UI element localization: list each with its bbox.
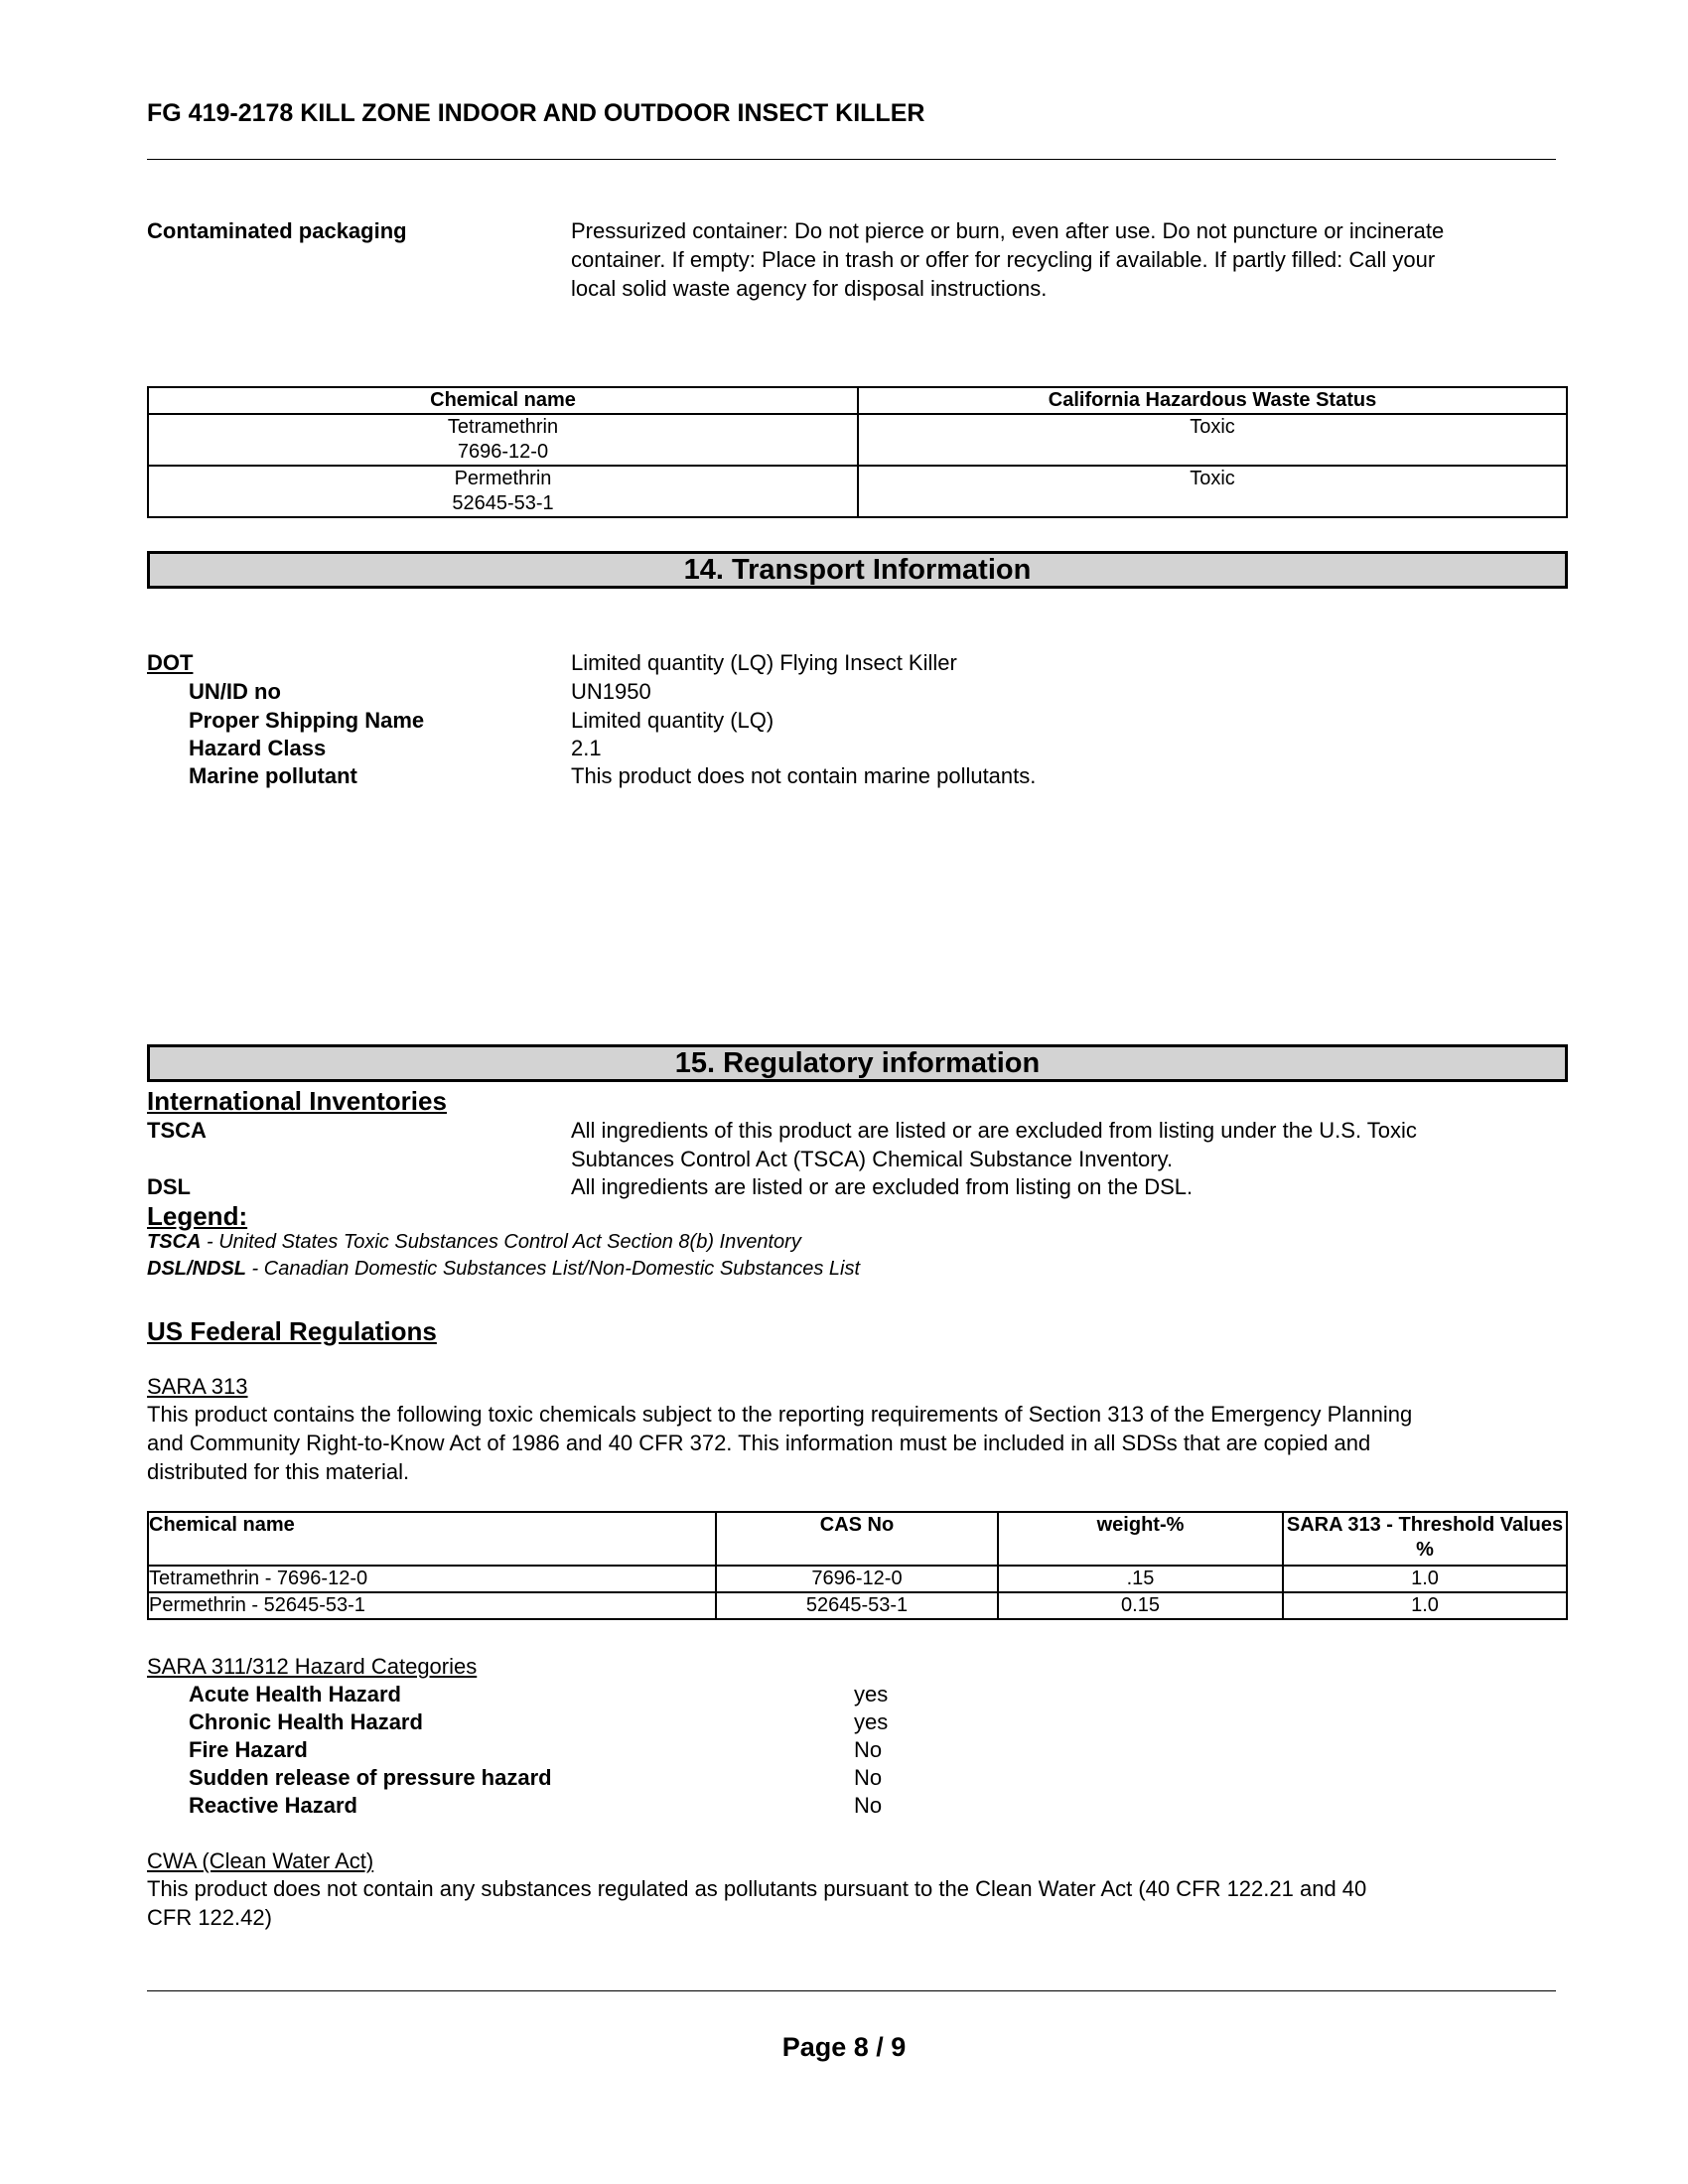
sara-313-heading: SARA 313 (147, 1374, 248, 1399)
hazard-label: Fire Hazard (189, 1737, 308, 1762)
table-cell: Permethrin - 52645-53-1 (148, 1592, 716, 1619)
header-rule (147, 159, 1556, 160)
legend-item: DSL/NDSL - Canadian Domestic Substances List/Non-Domestic Substances List (147, 1258, 861, 1280)
column-header: Chemical name (148, 1512, 716, 1566)
document-title: FG 419-2178 KILL ZONE INDOOR AND OUTDOOR INSECT KILLER (147, 99, 925, 127)
column-header: Chemical name (148, 387, 858, 414)
hazard-value: No (854, 1737, 883, 1762)
cwa-heading: CWA (Clean Water Act) (147, 1848, 374, 1873)
table-header-row (148, 1512, 1567, 1566)
table-cell: 0.15 (998, 1592, 1283, 1619)
sara-313-table (147, 1511, 1568, 1620)
column-header: SARA 313 - Threshold Values % (1283, 1512, 1567, 1566)
international-inventories-heading: International Inventories (147, 1086, 447, 1116)
contaminated-packaging-text: Pressurized container: Do not pierce or burn, even after use. Do not puncture or incinerate container. If empty: Place in trash or offer for recycling if available. If partly filled: Call your local solid waste agency for disposal instructions. (571, 218, 1445, 301)
table-row (148, 1592, 1567, 1619)
chemical-cell: Permethrin 52645-53-1 (148, 466, 858, 517)
section-14-heading: 14. Transport Information (147, 551, 1568, 589)
hazard-label: Acute Health Hazard (189, 1682, 401, 1706)
hazard-value: yes (854, 1682, 889, 1706)
hazard-label: Sudden release of pressure hazard (189, 1765, 552, 1790)
tsca-label: TSCA (147, 1118, 207, 1143)
legend-item: TSCA - United States Toxic Substances Control Act Section 8(b) Inventory (147, 1231, 801, 1253)
hazard-value: yes (854, 1709, 889, 1734)
table-cell: 1.0 (1283, 1592, 1567, 1619)
dot-value: Limited quantity (LQ) Flying Insect Killer (571, 650, 957, 675)
legend-heading: Legend: (147, 1201, 248, 1231)
california-waste-table (147, 386, 1568, 518)
dot-label: DOT (147, 650, 194, 675)
status-cell: Toxic (858, 414, 1567, 466)
us-federal-heading: US Federal Regulations (147, 1316, 437, 1346)
shipping-name-value: Limited quantity (LQ) (571, 708, 774, 733)
un-id-value: UN1950 (571, 679, 651, 704)
table-cell: .15 (998, 1566, 1283, 1592)
page-number: Page 8 / 9 (781, 2032, 907, 2062)
table-cell: 1.0 (1283, 1566, 1567, 1592)
un-id-label: UN/ID no (189, 679, 281, 704)
chemical-cell: Tetramethrin 7696-12-0 (148, 414, 858, 466)
contaminated-packaging-label: Contaminated packaging (147, 218, 407, 243)
tsca-text: All ingredients of this product are listed or are excluded from listing under the U.S. Toxic Subtances Control Act (TSCA) Chemical Substance Inventory. (571, 1118, 1417, 1171)
hazard-value: No (854, 1793, 883, 1818)
hazard-value: No (854, 1765, 883, 1790)
table-cell: 52645-53-1 (716, 1592, 998, 1619)
sara-313-text: This product contains the following toxic chemicals subject to the reporting requirements of Section 313 of the Emergency Planning and Community Right-to-Know Act of 1986 and 40 CFR 372. This information must be included in all SDSs that are copied and distributed for this material. (147, 1402, 1413, 1484)
shipping-name-label: Proper Shipping Name (189, 708, 425, 733)
section-15-heading: 15. Regulatory information (147, 1044, 1568, 1082)
column-header: California Hazardous Waste Status (858, 387, 1567, 414)
marine-pollutant-value: This product does not contain marine pollutants. (571, 763, 1037, 788)
marine-pollutant-label: Marine pollutant (189, 763, 357, 788)
table-row (148, 1566, 1567, 1592)
table-header-row (148, 387, 1567, 414)
table-cell: Tetramethrin - 7696-12-0 (148, 1566, 716, 1592)
hazard-class-label: Hazard Class (189, 736, 327, 760)
table-row (148, 466, 1567, 517)
sara-311-312-heading: SARA 311/312 Hazard Categories (147, 1654, 478, 1679)
column-header: weight-% (998, 1512, 1283, 1566)
dsl-label: DSL (147, 1174, 191, 1199)
cwa-text: This product does not contain any substances regulated as pollutants pursuant to the Clean Water Act (40 CFR 122.21 and 40 CFR 122.42) (147, 1876, 1367, 1930)
table-row (148, 414, 1567, 466)
table-cell: 7696-12-0 (716, 1566, 998, 1592)
hazard-label: Chronic Health Hazard (189, 1709, 423, 1734)
column-header: CAS No (716, 1512, 998, 1566)
hazard-label: Reactive Hazard (189, 1793, 357, 1818)
footer-rule (147, 1990, 1556, 1991)
status-cell: Toxic (858, 466, 1567, 517)
hazard-class-value: 2.1 (571, 736, 602, 760)
dsl-text: All ingredients are listed or are excluded from listing on the DSL. (571, 1174, 1194, 1199)
